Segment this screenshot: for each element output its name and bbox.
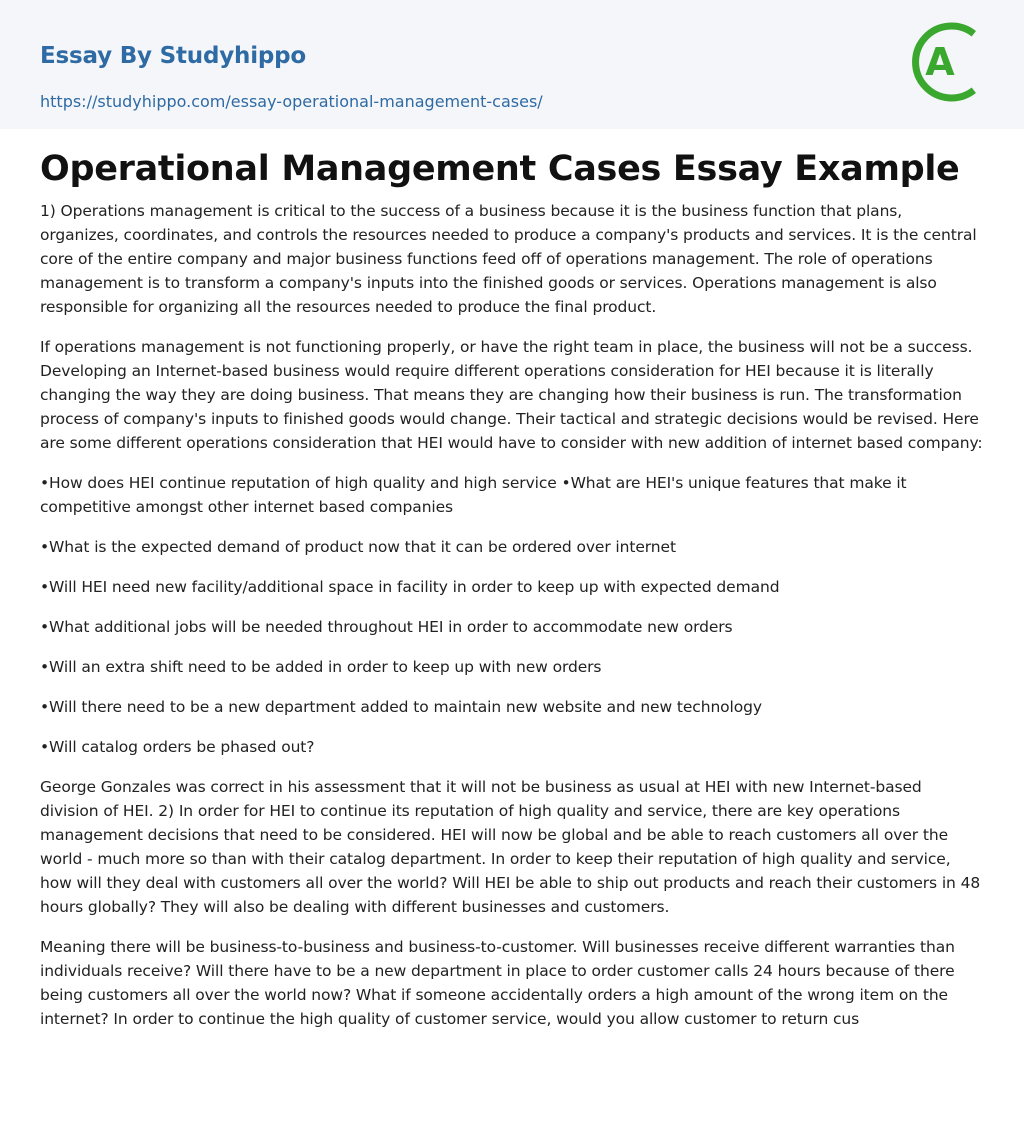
bullet-paragraph: •What is the expected demand of product now that it can be ordered over internet: [40, 538, 676, 556]
paragraph: 1) Operations management is critical to the success of a business because it is the business function that plans, organizes, coordinates, and controls the resources needed to produce a company's products and services. It is the central core of the entire company and major business functions feed off of operations management. The role of operations management is to transform a company's inputs into the finished goods or services. Operations management is also responsible for organizing all the resources needed to produce the final product.: [40, 202, 977, 316]
bullet-paragraph: •How does HEI continue reputation of high quality and high service •What are HEI's unique features that make it competitive amongst other internet based companies: [40, 474, 907, 516]
bullet-paragraph: •What additional jobs will be needed throughout HEI in order to accommodate new orders: [40, 618, 733, 636]
site-title: Essay By Studyhippo: [40, 43, 307, 69]
bullet-paragraph: •Will HEI need new facility/additional space in facility in order to keep up with expected demand: [40, 578, 780, 596]
bullet-paragraph: •Will an extra shift need to be added in order to keep up with new orders: [40, 658, 602, 676]
logo-letter: A: [925, 40, 955, 84]
bullet-paragraph: •Will there need to be a new department added to maintain new website and new technology: [40, 698, 762, 716]
paragraph: If operations management is not functioning properly, or have the right team in place, the business will not be a success. Developing an Internet-based business would require different operations consideration for HEI because it is literally changing the way they are doing business. That means they are changing how their business is run. The transformation process of company's inputs to finished goods would change. Their tactical and strategic decisions would be revised. Here are some different operations consideration that HEI would have to consider with new addition of internet based company:: [40, 338, 983, 452]
page-title: Operational Management Cases Essay Example: [40, 149, 960, 189]
page-header: [0, 0, 1024, 129]
article: [0, 149, 1024, 1031]
source-url-link[interactable]: https://studyhippo.com/essay-operational-management-cases/: [40, 92, 543, 111]
paragraph: Meaning there will be business-to-business and business-to-customer. Will businesses receive different warranties than individuals receive? Will there have to be a new department in place to order customer calls 24 hours because of there being customers all over the world now? What if someone accidentally orders a high amount of the wrong item on the internet? In order to continue the high quality of customer service, would you allow customer to return cus: [40, 938, 955, 1028]
paragraph: George Gonzales was correct in his assessment that it will not be business as usual at HEI with new Internet-based division of HEI. 2) In order for HEI to continue its reputation of high quality and service, there are key operations management decisions that need to be considered. HEI will now be global and be able to reach customers all over the world - much more so than with their catalog department. In order to keep their reputation of high quality and service, how will they deal with customers all over the world? Will HEI be able to ship out products and reach their customers in 48 hours globally? They will also be dealing with different businesses and customers.: [40, 778, 981, 916]
studyhippo-logo-icon[interactable]: [912, 18, 986, 106]
bullet-paragraph: •Will catalog orders be phased out?: [40, 738, 315, 756]
